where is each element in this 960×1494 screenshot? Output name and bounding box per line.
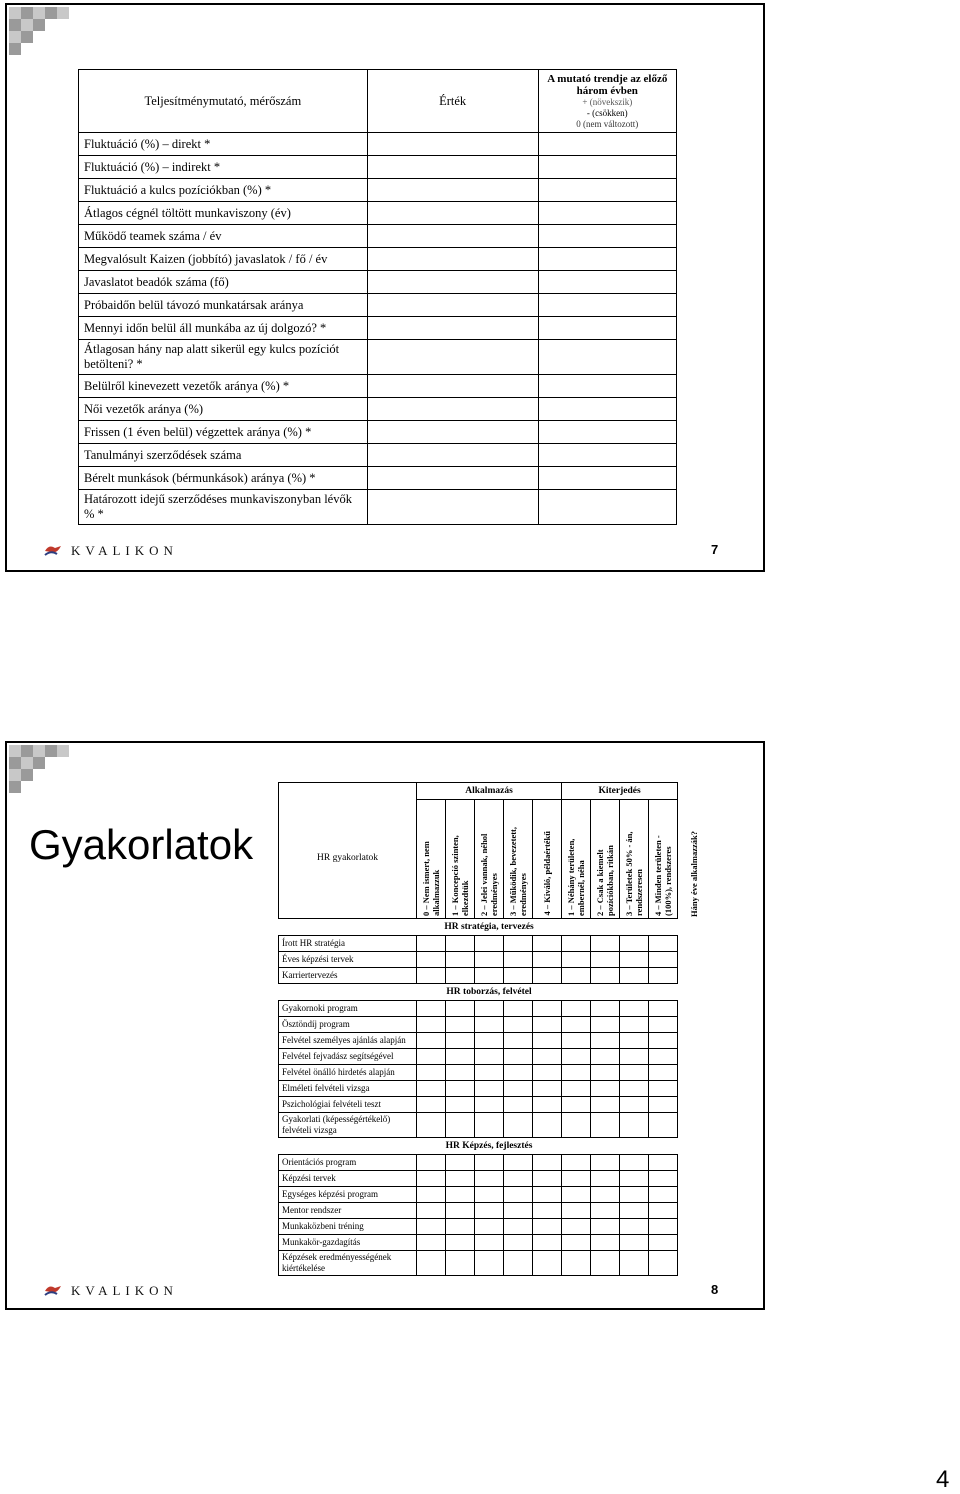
rating-cell[interactable]	[417, 1155, 446, 1171]
kpi-row	[79, 375, 677, 398]
rating-cell[interactable]	[504, 1017, 533, 1033]
rating-cell[interactable]	[591, 1081, 620, 1097]
rating-cell[interactable]	[649, 1049, 678, 1065]
rating-cell[interactable]	[591, 968, 620, 984]
kpi-label: Fluktuáció (%) – indirekt *	[79, 156, 368, 179]
kpi-trend[interactable]	[538, 179, 676, 202]
rating-cell[interactable]	[562, 1001, 591, 1017]
rating-cell[interactable]	[475, 1251, 504, 1276]
rating-cell[interactable]	[562, 1219, 591, 1235]
hr-col-header: HR gyakorlatok	[279, 800, 417, 919]
rating-cell[interactable]	[417, 1033, 446, 1049]
kpi-trend[interactable]	[538, 271, 676, 294]
rating-cell[interactable]	[591, 936, 620, 952]
rating-cell[interactable]	[620, 1251, 649, 1276]
company-logo	[43, 1283, 178, 1299]
rating-cell[interactable]	[504, 1049, 533, 1065]
rating-cell[interactable]	[620, 1017, 649, 1033]
rating-cell[interactable]	[620, 1097, 649, 1113]
rating-cell[interactable]	[620, 1155, 649, 1171]
kpi-label: Határozott idejű szerződéses munkaviszonyban lévők % *	[79, 490, 368, 525]
rating-cell[interactable]	[446, 1203, 475, 1219]
logo-icon	[43, 544, 63, 558]
rating-cell[interactable]	[562, 952, 591, 968]
rating-cell[interactable]	[533, 1171, 562, 1187]
kpi-value[interactable]	[367, 156, 538, 179]
practice-label: Felvétel önálló hirdetés alapján	[279, 1065, 417, 1081]
rating-cell[interactable]	[620, 1081, 649, 1097]
rating-cell[interactable]	[417, 1235, 446, 1251]
rating-cell[interactable]	[649, 1155, 678, 1171]
rating-cell[interactable]	[620, 968, 649, 984]
group-alkalmazas: Alkalmazás	[417, 783, 562, 800]
kpi-value[interactable]	[367, 294, 538, 317]
kpi-value[interactable]	[367, 248, 538, 271]
practice-label: Pszichológiai felvételi teszt	[279, 1097, 417, 1113]
page-number: 8	[711, 1282, 719, 1297]
kpi-value[interactable]	[367, 133, 538, 156]
rating-cell[interactable]	[649, 1001, 678, 1017]
logo-icon	[43, 1284, 63, 1298]
kpi-label: Fluktuáció a kulcs pozíciókban (%) *	[79, 179, 368, 202]
kpi-row	[79, 248, 677, 271]
rating-cell[interactable]	[620, 1113, 649, 1138]
rating-cell[interactable]	[620, 1049, 649, 1065]
rating-cell[interactable]	[591, 1049, 620, 1065]
rating-cell[interactable]	[417, 1187, 446, 1203]
rating-cell[interactable]	[591, 1001, 620, 1017]
practice-label: Elméleti felvételi vizsga	[279, 1081, 417, 1097]
rating-cell[interactable]	[649, 1081, 678, 1097]
rating-cell[interactable]	[504, 1187, 533, 1203]
rating-cell[interactable]	[417, 1097, 446, 1113]
practice-label: Képzések eredményességének kiértékelése	[279, 1251, 417, 1276]
practice-label: Felvétel fejvadász segítségével	[279, 1049, 417, 1065]
rating-cell[interactable]	[562, 936, 591, 952]
rating-cell[interactable]	[533, 1017, 562, 1033]
kpi-value[interactable]	[367, 467, 538, 490]
col-header: 3 – Működik, bevezetett, eredményes	[508, 826, 528, 916]
rating-cell[interactable]	[504, 1001, 533, 1017]
kpi-trend[interactable]	[538, 248, 676, 271]
rating-cell[interactable]	[620, 952, 649, 968]
kpi-trend[interactable]	[538, 444, 676, 467]
kpi-label: Frissen (1 éven belül) végzettek aránya (%) *	[79, 421, 368, 444]
rating-cell[interactable]	[591, 1219, 620, 1235]
rating-cell[interactable]	[649, 936, 678, 952]
rating-cell[interactable]	[504, 1033, 533, 1049]
kpi-value[interactable]	[367, 421, 538, 444]
practice-label: Ösztöndíj program	[279, 1017, 417, 1033]
rating-cell[interactable]	[504, 1203, 533, 1219]
col-header: 2 – Jelei vannak, néhol eredményes	[479, 833, 499, 916]
rating-cell[interactable]	[649, 1219, 678, 1235]
group-kiterjedes: Kiterjedés	[562, 783, 678, 800]
kpi-trend[interactable]	[538, 317, 676, 340]
rating-cell[interactable]	[446, 1033, 475, 1049]
rating-cell[interactable]	[475, 1203, 504, 1219]
rating-cell[interactable]	[475, 1033, 504, 1049]
kpi-trend[interactable]	[538, 340, 676, 375]
section-title: HR Képzés, fejlesztés	[445, 1140, 533, 1151]
col-header: Hány éve alkalmazzák?	[688, 830, 699, 917]
rating-cell[interactable]	[504, 1113, 533, 1138]
col-header: 4 – Minden területen - (100%), rendszeres	[653, 835, 674, 916]
rating-cell[interactable]	[417, 1017, 446, 1033]
rating-cell[interactable]	[504, 1081, 533, 1097]
kpi-trend[interactable]	[538, 156, 676, 179]
rating-cell[interactable]	[504, 1251, 533, 1276]
rating-cell[interactable]	[504, 1235, 533, 1251]
practice-label: Éves képzési tervek	[279, 952, 417, 968]
rating-cell[interactable]	[591, 1065, 620, 1081]
rating-cell[interactable]	[446, 1155, 475, 1171]
rating-cell[interactable]	[562, 1065, 591, 1081]
rating-cell[interactable]	[533, 1251, 562, 1276]
kpi-trend[interactable]	[538, 398, 676, 421]
practice-label: Munkaközbeni tréning	[279, 1219, 417, 1235]
practice-label: Írott HR stratégia	[279, 936, 417, 952]
rating-cell[interactable]	[649, 1065, 678, 1081]
rating-cell[interactable]	[533, 1033, 562, 1049]
kpi-row	[79, 490, 677, 525]
kpi-trend[interactable]	[538, 294, 676, 317]
rating-cell[interactable]	[504, 1219, 533, 1235]
rating-cell[interactable]	[533, 1203, 562, 1219]
kpi-trend[interactable]	[538, 133, 676, 156]
kpi-label: Megvalósult Kaizen (jobbító) javaslatok / fő / év	[79, 248, 368, 271]
rating-cell[interactable]	[649, 1187, 678, 1203]
rating-cell[interactable]	[533, 1065, 562, 1081]
kpi-label: Átlagos cégnél töltött munkaviszony (év)	[79, 202, 368, 225]
kpi-row	[79, 444, 677, 467]
rating-cell[interactable]	[649, 1171, 678, 1187]
rating-cell[interactable]	[475, 1049, 504, 1065]
rating-cell[interactable]	[562, 1171, 591, 1187]
rating-cell[interactable]	[417, 1001, 446, 1017]
rating-cell[interactable]	[649, 1203, 678, 1219]
col-header: 4 – Kiváló, példaértékű	[542, 831, 553, 916]
practice-label: Mentor rendszer	[279, 1203, 417, 1219]
rating-cell[interactable]	[620, 1171, 649, 1187]
rating-cell[interactable]	[591, 952, 620, 968]
rating-cell[interactable]	[475, 1113, 504, 1138]
rating-cell[interactable]	[504, 968, 533, 984]
rating-cell[interactable]	[620, 1235, 649, 1251]
rating-cell[interactable]	[475, 1097, 504, 1113]
kpi-value[interactable]	[367, 225, 538, 248]
kpi-header-indicator: Teljesítménymutató, mérőszám	[79, 70, 368, 133]
rating-cell[interactable]	[417, 1113, 446, 1138]
rating-cell[interactable]	[446, 952, 475, 968]
rating-cell[interactable]	[649, 1235, 678, 1251]
rating-cell[interactable]	[620, 1065, 649, 1081]
practice-label: Gyakornoki program	[279, 1001, 417, 1017]
kpi-label: Átlagosan hány nap alatt sikerül egy kulcs pozíciót betölteni? *	[79, 340, 368, 375]
company-logo	[43, 543, 178, 559]
kpi-row	[79, 467, 677, 490]
kpi-value[interactable]	[367, 271, 538, 294]
rating-cell[interactable]	[475, 936, 504, 952]
kpi-row	[79, 202, 677, 225]
practice-label: Képzési tervek	[279, 1171, 417, 1187]
rating-cell[interactable]	[562, 1155, 591, 1171]
rating-cell[interactable]	[417, 952, 446, 968]
kpi-trend[interactable]	[538, 490, 676, 525]
rating-cell[interactable]	[591, 1203, 620, 1219]
kpi-trend[interactable]	[538, 421, 676, 444]
rating-cell[interactable]	[649, 1017, 678, 1033]
kpi-trend[interactable]	[538, 202, 676, 225]
kpi-row	[79, 271, 677, 294]
rating-cell[interactable]	[417, 1203, 446, 1219]
rating-cell[interactable]	[475, 1081, 504, 1097]
rating-cell[interactable]	[417, 1049, 446, 1065]
rating-cell[interactable]	[649, 968, 678, 984]
rating-cell[interactable]	[533, 936, 562, 952]
logo-text: KVALIKON	[71, 543, 178, 558]
logo-text: KVALIKON	[71, 1283, 178, 1298]
rating-cell[interactable]	[591, 1033, 620, 1049]
col-header: 1 – Koncepció szinten, elkezdtük	[450, 835, 470, 916]
rating-cell[interactable]	[591, 1155, 620, 1171]
kpi-value[interactable]	[367, 375, 538, 398]
rating-cell[interactable]	[562, 1187, 591, 1203]
section-title: HR toborzás, felvétel	[446, 986, 532, 997]
rating-cell[interactable]	[533, 1155, 562, 1171]
rating-cell[interactable]	[562, 1251, 591, 1276]
rating-cell[interactable]	[533, 1097, 562, 1113]
rating-cell[interactable]	[446, 1187, 475, 1203]
slide-title: Gyakorlatok	[29, 821, 254, 868]
rating-cell[interactable]	[533, 1235, 562, 1251]
rating-cell[interactable]	[562, 1033, 591, 1049]
rating-cell[interactable]	[533, 1187, 562, 1203]
rating-cell[interactable]	[475, 1219, 504, 1235]
kpi-label: Tanulmányi szerződések száma	[79, 444, 368, 467]
rating-cell[interactable]	[446, 1081, 475, 1097]
rating-cell[interactable]	[649, 1113, 678, 1138]
kpi-value[interactable]	[367, 490, 538, 525]
rating-cell[interactable]	[562, 1235, 591, 1251]
kpi-label: Javaslatot beadók száma (fő)	[79, 271, 368, 294]
rating-cell[interactable]	[533, 968, 562, 984]
trend-legend-plus: + (növekszik)	[582, 96, 633, 107]
kpi-value[interactable]	[367, 340, 538, 375]
col-header: 0 – Nem ismert, nem alkalmazzuk	[421, 841, 441, 916]
kpi-label: Próbaidőn belül távozó munkatársak aránya	[79, 294, 368, 317]
rating-cell[interactable]	[417, 936, 446, 952]
rating-cell[interactable]	[591, 1017, 620, 1033]
rating-cell[interactable]	[504, 936, 533, 952]
kpi-row	[79, 156, 677, 179]
rating-cell[interactable]	[533, 1081, 562, 1097]
rating-cell[interactable]	[533, 952, 562, 968]
kpi-row	[79, 133, 677, 156]
rating-cell[interactable]	[620, 1219, 649, 1235]
rating-cell[interactable]	[533, 1113, 562, 1138]
kpi-label: Mennyi időn belül áll munkába az új dolgozó? *	[79, 317, 368, 340]
rating-cell[interactable]	[475, 1065, 504, 1081]
rating-cell[interactable]	[446, 1017, 475, 1033]
rating-cell[interactable]	[591, 1187, 620, 1203]
kpi-table	[78, 69, 677, 525]
practice-label: Egységes képzési program	[279, 1187, 417, 1203]
rating-cell[interactable]	[620, 1187, 649, 1203]
kpi-trend[interactable]	[538, 375, 676, 398]
trend-title: A mutató trendje az előző három évben	[547, 72, 668, 97]
rating-cell[interactable]	[562, 1113, 591, 1138]
rating-cell[interactable]	[417, 1219, 446, 1235]
kpi-trend[interactable]	[538, 467, 676, 490]
rating-cell[interactable]	[591, 1251, 620, 1276]
rating-cell[interactable]	[417, 968, 446, 984]
kpi-row	[79, 317, 677, 340]
rating-cell[interactable]	[591, 1235, 620, 1251]
rating-cell[interactable]	[562, 1081, 591, 1097]
rating-cell[interactable]	[446, 1065, 475, 1081]
kpi-trend[interactable]	[538, 225, 676, 248]
rating-cell[interactable]	[591, 1097, 620, 1113]
rating-cell[interactable]	[446, 1049, 475, 1065]
trend-legend-zero: 0 (nem változott)	[576, 118, 639, 129]
kpi-row	[79, 421, 677, 444]
rating-cell[interactable]	[417, 1251, 446, 1276]
hr-practices-table	[278, 782, 710, 1276]
kpi-row	[79, 398, 677, 421]
rating-cell[interactable]	[446, 968, 475, 984]
practice-label: Felvétel személyes ajánlás alapján	[279, 1033, 417, 1049]
rating-cell[interactable]	[562, 1097, 591, 1113]
kpi-value[interactable]	[367, 179, 538, 202]
kpi-value[interactable]	[367, 202, 538, 225]
kpi-value[interactable]	[367, 398, 538, 421]
section-title: HR stratégia, tervezés	[444, 921, 534, 932]
rating-cell[interactable]	[649, 952, 678, 968]
rating-cell[interactable]	[475, 1171, 504, 1187]
rating-cell[interactable]	[446, 1235, 475, 1251]
col-header: 2 – Csak a kiemelt pozíciókban, ritkán	[595, 845, 616, 916]
rating-cell[interactable]	[446, 1097, 475, 1113]
kpi-row	[79, 340, 677, 375]
kpi-header-trend	[538, 70, 676, 133]
rating-cell[interactable]	[562, 1203, 591, 1219]
sheet-number: 4	[936, 1466, 950, 1493]
rating-cell[interactable]	[475, 968, 504, 984]
rating-cell[interactable]	[446, 1251, 475, 1276]
corner-decoration	[7, 5, 71, 53]
rating-cell[interactable]	[620, 1033, 649, 1049]
rating-cell[interactable]	[417, 1171, 446, 1187]
rating-cell[interactable]	[620, 936, 649, 952]
practice-label: Gyakorlati (képességértékelő) felvételi vizsga	[279, 1113, 417, 1138]
rating-cell[interactable]	[562, 1017, 591, 1033]
kpi-row	[79, 225, 677, 248]
rating-cell[interactable]	[417, 1081, 446, 1097]
practice-label: Orientációs program	[279, 1155, 417, 1171]
rating-cell[interactable]	[562, 968, 591, 984]
rating-cell[interactable]	[446, 1171, 475, 1187]
kpi-label: Női vezetők aránya (%)	[79, 398, 368, 421]
rating-cell[interactable]	[591, 1113, 620, 1138]
rating-cell[interactable]	[533, 1219, 562, 1235]
col-header: 3 – Területek 50% - án, rendszeresen	[624, 831, 645, 916]
practice-label: Munkakör-gazdagítás	[279, 1235, 417, 1251]
rating-cell[interactable]	[649, 1033, 678, 1049]
rating-cell[interactable]	[620, 1203, 649, 1219]
rating-cell[interactable]	[591, 1171, 620, 1187]
rating-cell[interactable]	[533, 1049, 562, 1065]
corner-decoration	[7, 743, 71, 791]
kpi-header-value: Érték	[367, 70, 538, 133]
rating-cell[interactable]	[475, 1017, 504, 1033]
rating-cell[interactable]	[533, 1001, 562, 1017]
rating-cell[interactable]	[475, 1155, 504, 1171]
kpi-row	[79, 294, 677, 317]
kpi-label: Bérelt munkások (bérmunkások) aránya (%) *	[79, 467, 368, 490]
page-number: 7	[711, 542, 719, 557]
trend-legend-minus: - (csökken)	[586, 107, 628, 118]
rating-cell[interactable]	[417, 1065, 446, 1081]
rating-cell[interactable]	[504, 952, 533, 968]
rating-cell[interactable]	[620, 1001, 649, 1017]
rating-cell[interactable]	[446, 1219, 475, 1235]
rating-cell[interactable]	[504, 1065, 533, 1081]
rating-cell[interactable]	[649, 1251, 678, 1276]
rating-cell[interactable]	[475, 1187, 504, 1203]
kpi-row	[79, 179, 677, 202]
kpi-value[interactable]	[367, 444, 538, 467]
rating-cell[interactable]	[475, 1001, 504, 1017]
rating-cell[interactable]	[649, 1097, 678, 1113]
rating-cell[interactable]	[446, 936, 475, 952]
kpi-label: Működő teamek száma / év	[79, 225, 368, 248]
rating-cell[interactable]	[504, 1155, 533, 1171]
rating-cell[interactable]	[504, 1097, 533, 1113]
kpi-label: Fluktuáció (%) – direkt *	[79, 133, 368, 156]
rating-cell[interactable]	[562, 1049, 591, 1065]
col-header: 1 – Néhány területen, embernél, néha	[566, 838, 587, 916]
rating-cell[interactable]	[504, 1171, 533, 1187]
rating-cell[interactable]	[475, 952, 504, 968]
rating-cell[interactable]	[446, 1001, 475, 1017]
kpi-value[interactable]	[367, 317, 538, 340]
rating-cell[interactable]	[475, 1235, 504, 1251]
rating-cell[interactable]	[446, 1113, 475, 1138]
practice-label: Karriertervezés	[279, 968, 417, 984]
kpi-label: Belülről kinevezett vezetők aránya (%) *	[79, 375, 368, 398]
